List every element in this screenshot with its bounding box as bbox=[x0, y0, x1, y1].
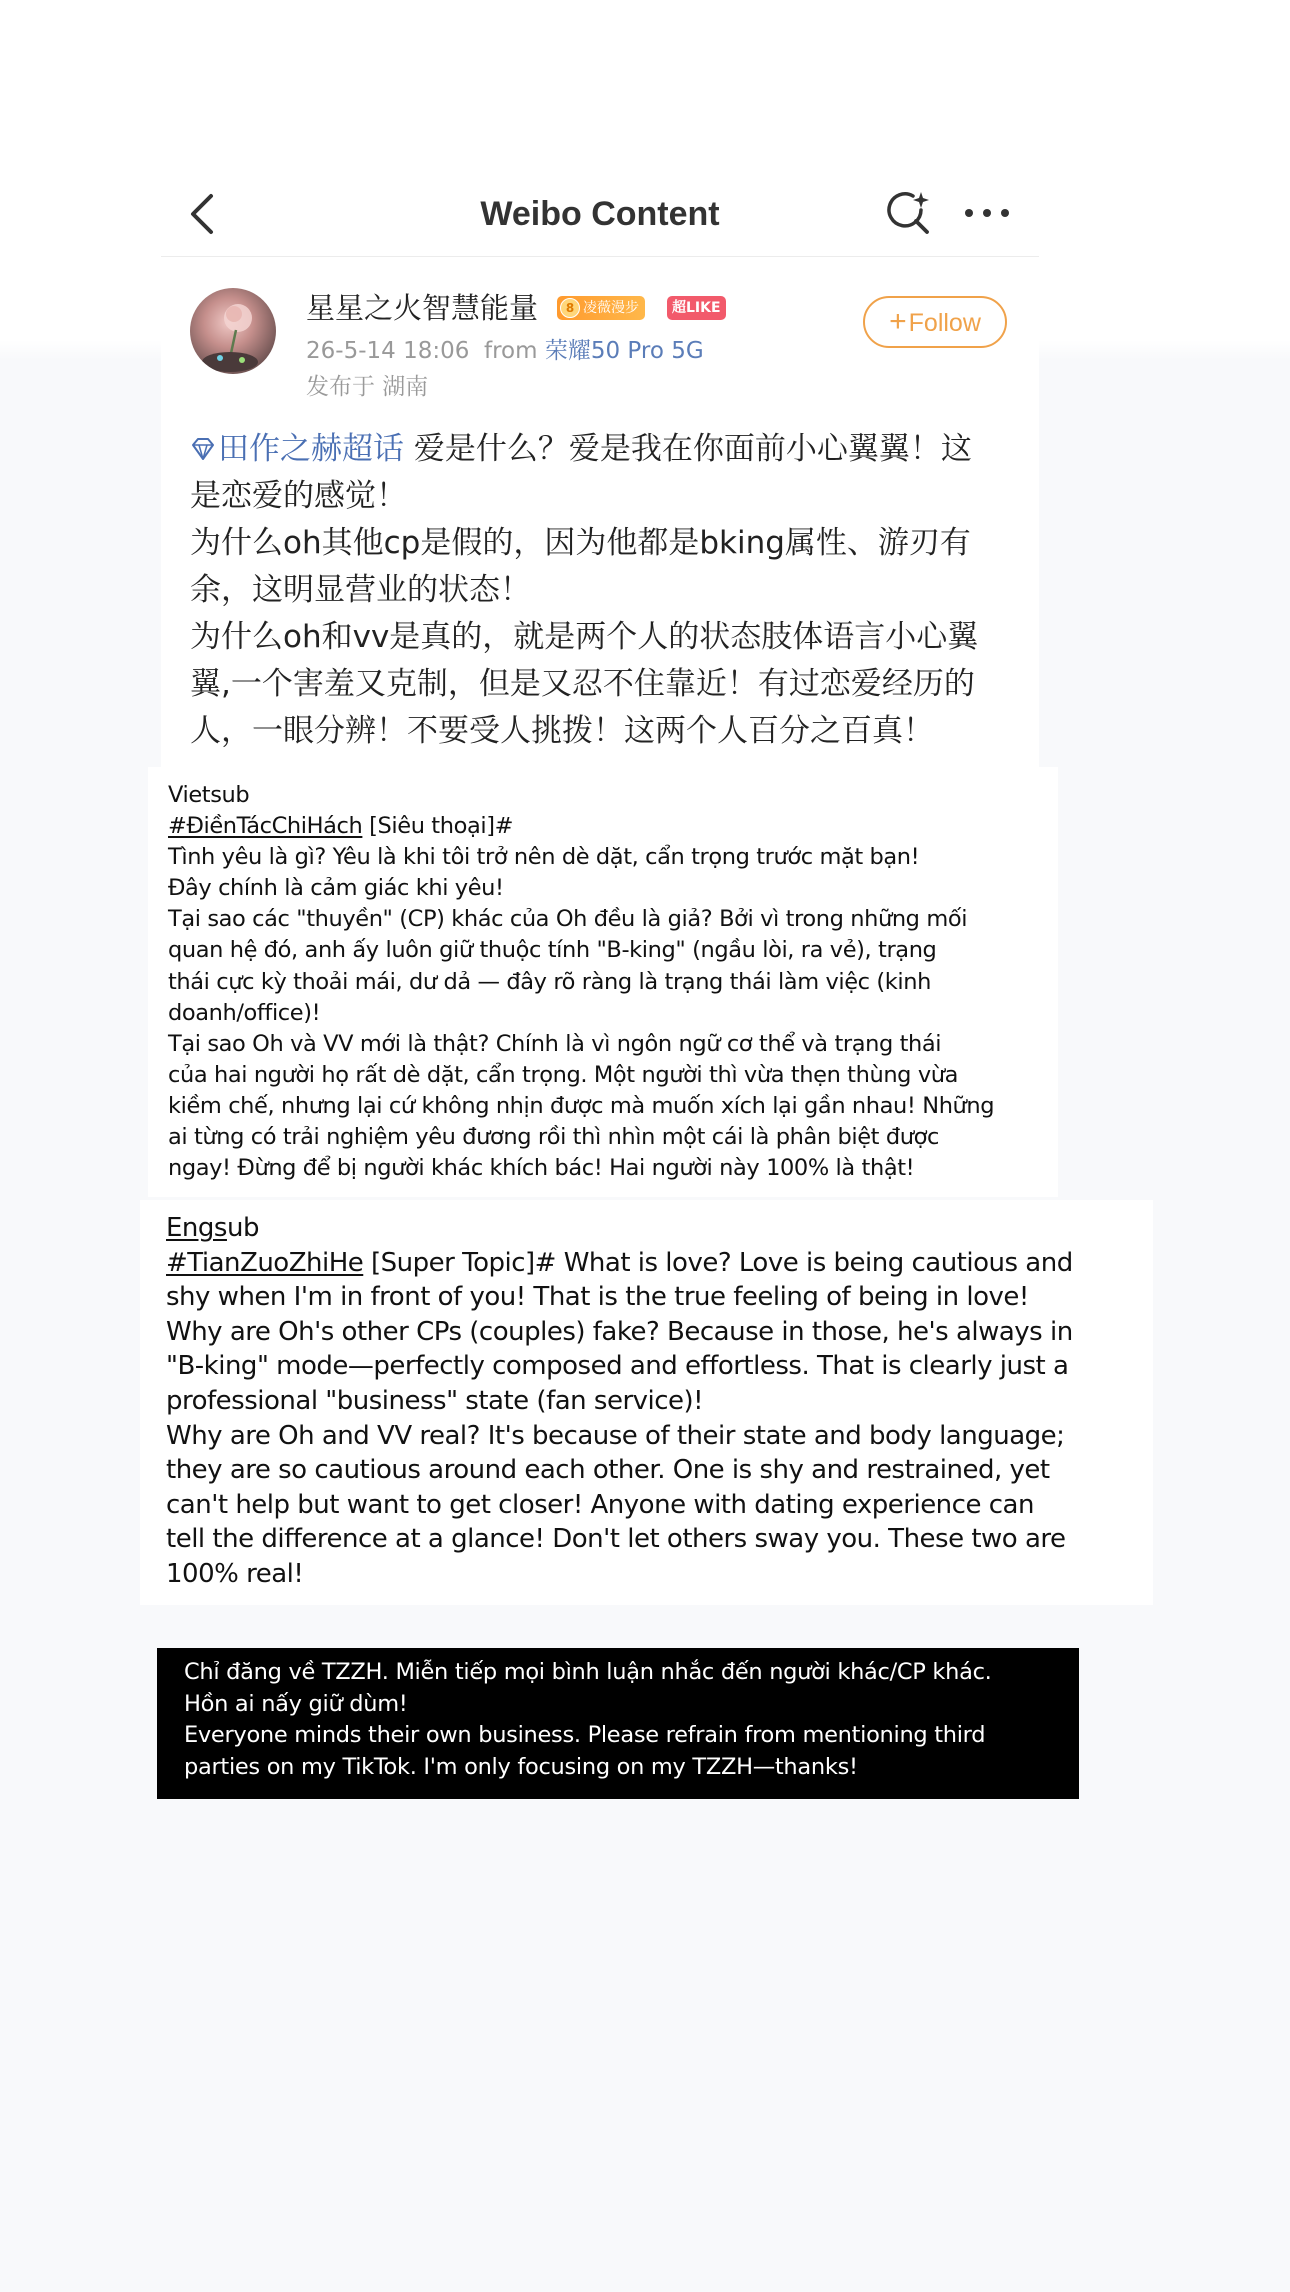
engsub-line: they are so cautious around each other. One is shy and restrained, yet bbox=[166, 1455, 1050, 1486]
post-line-text: 爱是什么？爱是我在你面前小心翼翼！这 bbox=[404, 431, 972, 467]
vietsub-label: Vietsub bbox=[168, 782, 250, 808]
engsub-label bbox=[166, 1211, 1151, 1246]
member-badge[interactable] bbox=[557, 296, 645, 320]
member-badge-label: 凌薇漫步 bbox=[583, 300, 639, 316]
weibo-post-card bbox=[161, 172, 1039, 767]
vietsub-line: Tại sao các "thuyền" (CP) khác của Oh đều là giả? Bởi vì trong những mối bbox=[168, 906, 968, 933]
post-line: 为什么oh和vv是真的，就是两个人的状态肢体语言小心翼 bbox=[190, 619, 979, 655]
vietsub-line: ngay! Đừng để bị người khác khích bác! Hai người này 100% là thật! bbox=[168, 1155, 915, 1182]
username[interactable]: 星星之火智慧能量 bbox=[306, 291, 539, 325]
vietsub-tag-line bbox=[168, 811, 1048, 842]
superlike-badge[interactable]: 超LIKE bbox=[667, 296, 726, 320]
post-line: 人，一眼分辨！不要受人挑拨！这两个人百分之百真！ bbox=[190, 713, 934, 749]
engsub-first-line: [Super Topic]# What is love? Love is being cautious and bbox=[363, 1247, 1073, 1278]
engsub-line: tell the difference at a glance! Don't let others sway you. These two are bbox=[166, 1524, 1066, 1555]
post-line bbox=[190, 426, 1010, 473]
engsub-line: shy when I'm in front of you! That is the true feeling of being in love! bbox=[166, 1282, 1029, 1313]
disclaimer-text bbox=[184, 1657, 1074, 1783]
disclaimer-note bbox=[157, 1648, 1079, 1799]
more-dots-icon[interactable] bbox=[961, 198, 1013, 228]
vietsub-line: ai từng có trải nghiệm yêu đương rồi thì nhìn một cái là phân biệt được bbox=[168, 1124, 939, 1151]
vietsub-block bbox=[148, 767, 1058, 1197]
engsub-block bbox=[140, 1200, 1153, 1605]
engsub-line: Why are Oh's other CPs (couples) fake? Because in those, he's always in bbox=[166, 1316, 1073, 1347]
vietsub-line: kiềm chế, nhưng lại cứ không nhịn được mà muốn xích lại gần nhau! Những bbox=[168, 1092, 995, 1119]
vietsub-line: doanh/office)! bbox=[168, 999, 321, 1026]
note-line: Chỉ đăng về TZZH. Miễn tiếp mọi bình luận nhắc đến người khác/CP khác. bbox=[184, 1659, 992, 1685]
vietsub-hashtag[interactable]: #ĐiềnTácChiHách bbox=[168, 813, 363, 840]
post-body bbox=[190, 426, 1010, 755]
post-location: 发布于 湖南 bbox=[306, 374, 429, 400]
vietsub-tag-suffix: [Siêu thoại]# bbox=[362, 813, 514, 840]
post-line: 余，这明显营业的状态！ bbox=[190, 572, 531, 608]
vietsub-line: quan hệ đó, anh ấy luôn giữ thuộc tính "B-king" (ngầu lòi, ra vẻ), trạng bbox=[168, 937, 937, 964]
avatar[interactable] bbox=[190, 288, 276, 374]
search-ai-icon[interactable] bbox=[885, 190, 933, 238]
engsub-label-underlined: Engs bbox=[166, 1213, 227, 1243]
note-line: parties on my TikTok. I'm only focusing on my TZZH—thanks! bbox=[184, 1753, 858, 1780]
avatar-image bbox=[190, 288, 276, 374]
vietsub-line: của hai người họ rất dè dặt, cẩn trọng. Một người thì vừa thẹn thùng vừa bbox=[168, 1061, 958, 1088]
engsub-tag-line bbox=[166, 1246, 1151, 1281]
engsub-line: professional "business" state (fan service)! bbox=[166, 1385, 704, 1416]
weibo-header bbox=[161, 172, 1039, 257]
topic-link[interactable]: 田作之赫超话 bbox=[218, 431, 404, 467]
follow-button[interactable] bbox=[863, 296, 1007, 348]
vietsub-line: Đây chính là cảm giác khi yêu! bbox=[168, 875, 504, 902]
engsub-label-rest: ub bbox=[226, 1213, 259, 1243]
header-title: Weibo Content bbox=[480, 195, 720, 233]
from-label: from bbox=[483, 338, 538, 364]
post-line: 翼,一个害羞又克制，但是又忍不住靠近！有过恋爱经历的 bbox=[190, 666, 975, 702]
post-timestamp: 26-5-14 18:06 bbox=[306, 338, 470, 364]
vietsub-line: Tại sao Oh và VV mới là thật? Chính là vì ngôn ngữ cơ thể và trạng thái bbox=[168, 1030, 942, 1057]
diamond-topic-icon bbox=[190, 436, 216, 462]
post-line: 为什么oh其他cp是假的，因为他都是bking属性、游刃有 bbox=[190, 525, 971, 561]
post-line: 是恋爱的感觉！ bbox=[190, 478, 407, 514]
post-meta bbox=[306, 336, 704, 366]
engsub-line: "B-king" mode—perfectly composed and effortless. That is clearly just a bbox=[166, 1351, 1069, 1382]
vietsub-line: thái cực kỳ thoải mái, dư dả — đây rõ ràng là trạng thái làm việc (kinh bbox=[168, 968, 931, 995]
engsub-line: can't help but want to get closer! Anyone with dating experience can bbox=[166, 1489, 1034, 1520]
note-line: Hồn ai nấy giữ dùm! bbox=[184, 1690, 408, 1717]
vietsub-text bbox=[168, 780, 1048, 1184]
engsub-text bbox=[166, 1211, 1151, 1592]
vietsub-line: Tình yêu là gì? Yêu là khi tôi trở nên dè dặt, cẩn trọng trước mặt bạn! bbox=[168, 844, 920, 871]
follow-label: Follow bbox=[908, 309, 981, 337]
plus-icon: + bbox=[889, 305, 907, 338]
engsub-line: 100% real! bbox=[166, 1558, 304, 1589]
engsub-line: Why are Oh and VV real? It's because of their state and body language; bbox=[166, 1420, 1065, 1451]
device-link[interactable]: 荣耀50 Pro 5G bbox=[544, 338, 704, 364]
note-line: Everyone minds their own business. Please refrain from mentioning third bbox=[184, 1722, 986, 1748]
coin-icon: 8 bbox=[560, 298, 580, 318]
engsub-hashtag[interactable]: #TianZuoZhiHe bbox=[166, 1247, 364, 1278]
